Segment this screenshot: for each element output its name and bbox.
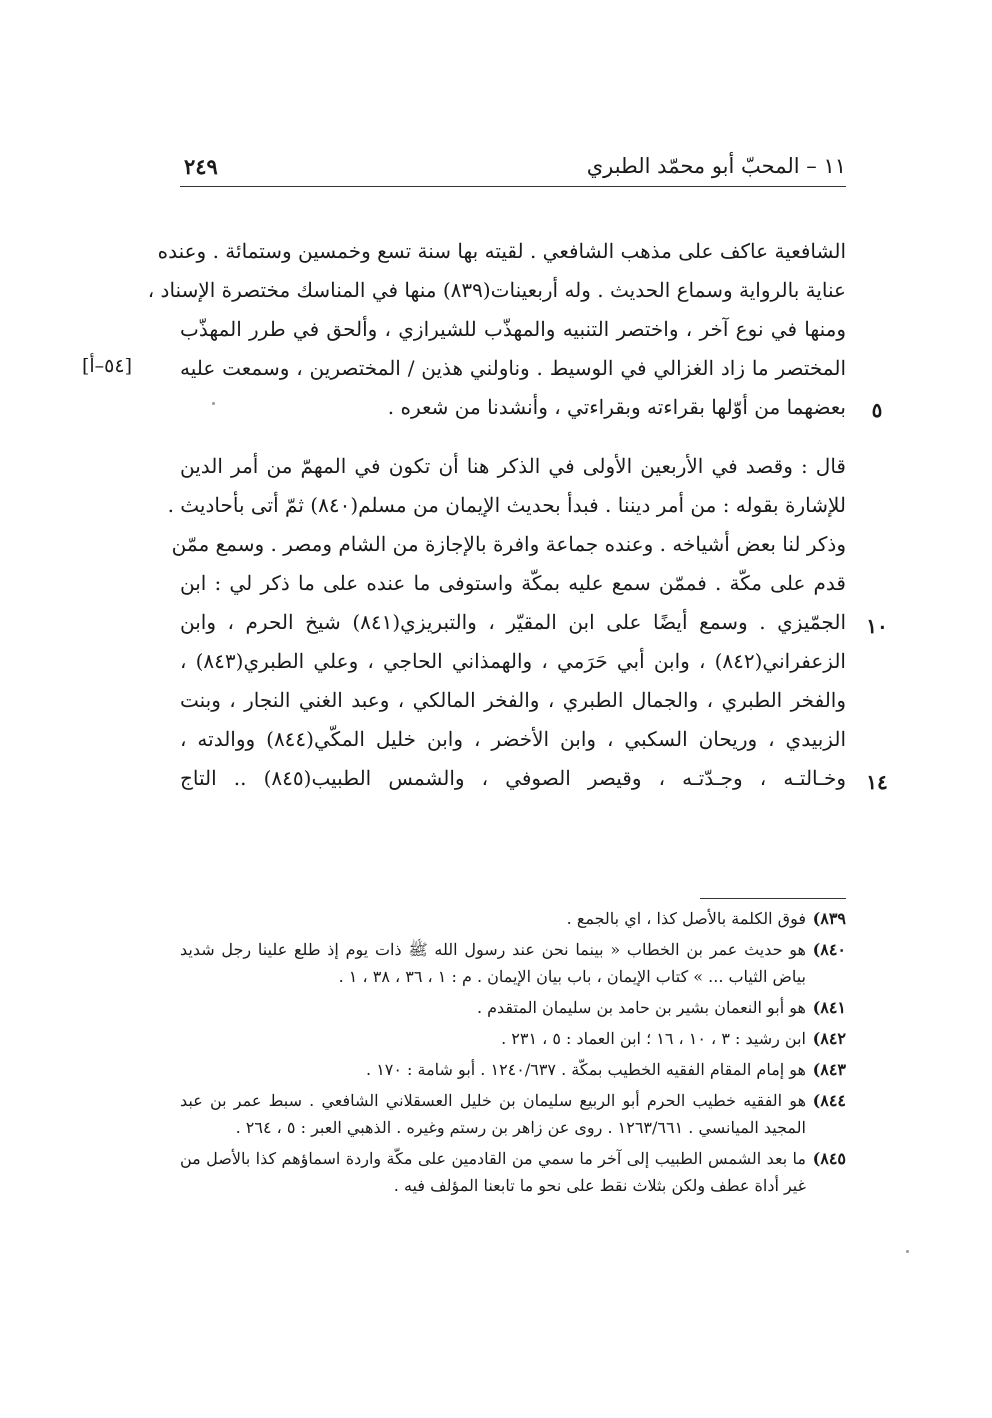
text-line: والفخر الطبري ، والجمال الطبري ، والفخر المالكي ، وعبد الغني النجار ، وبنت	[180, 688, 846, 712]
text-line: الجمّيزي . وسمع أيضًا على ابن المقيّر ، والتبريزي(٨٤١) شيخ الحرم ، وابن	[180, 610, 846, 634]
main-text	[147, 232, 847, 798]
footnote-number: ٨٤٤)	[812, 1091, 846, 1110]
text-line: قال : وقصد في الأربعين الأولى في الذكر هنا أن تكون في المهمّ من أمر الدين	[180, 454, 846, 478]
footnote	[180, 905, 846, 932]
chapter-title: ١١ – المحبّ أبو محمّد الطبري	[586, 154, 846, 178]
scan-speck	[212, 402, 215, 405]
footnote	[180, 1025, 846, 1052]
text-line: عناية بالرواية وسماع الحديث . وله أربعينات(٨٣٩) منها في المناسك مختصرة الإسناد ،	[147, 278, 846, 302]
text-line: الشافعية عاكف على مذهب الشافعي . لقيته بها سنة تسع وخمسين وستمائة . وعنده	[157, 239, 846, 263]
footnote-number: ٨٣٩)	[812, 909, 846, 928]
scan-speck	[906, 1250, 909, 1253]
line-number-14: ١٤	[866, 770, 888, 794]
text-line: وذكر لنا بعض أشياخه . وعنده جماعة وافرة بالإجازة من الشام ومصر . وسمع ممّن	[171, 532, 846, 556]
footnote	[180, 1056, 846, 1083]
footnote-number: ٨٤٠)	[812, 940, 846, 959]
footnote-rule	[700, 898, 846, 899]
footnote-text: هو حديث عمر بن الخطاب « بينما نحن عند رسول الله ﷺ ذات يوم إذ طلع علينا رجل شديد بياض الثياب ... » كتاب الإيمان ، باب بيان الإيمان . م : ١ ، ٣٦ ، ٣٨ ، ١ .	[180, 940, 806, 986]
line-number-10: ١٠	[866, 614, 888, 638]
footnote-number: ٨٤٣)	[812, 1060, 846, 1079]
footnote-text: هو الفقيه خطيب الحرم أبو الربيع سليمان بن خليل العسقلاني الشافعي . سبط عمر بن عبد المجيد الميانسي . ١٢٦٣/٦٦١ . روى عن زاهر بن رستم وغيره . الذهبي العبر : ٥ ، ٢٦٤ .	[180, 1091, 806, 1137]
line-number-5: ٥	[871, 398, 883, 422]
running-header	[180, 150, 846, 187]
footnote	[180, 994, 846, 1021]
manuscript-folio-marker: [٥٤–أ]	[81, 355, 133, 377]
text-line: بعضهما من أوّلها بقراءته وبقراءتي ، وأنشدنا من شعره .	[387, 395, 846, 419]
text-line: الزعفراني(٨٤٢) ، وابن أبي حَرَمي ، والهمذاني الحاجي ، وعلي الطبري(٨٤٣) ،	[180, 649, 846, 673]
text-line: ومنها في نوع آخر ، واختصر التنبيه والمهذّب للشيرازي ، وألحق في طرر المهذّب	[180, 317, 846, 341]
page-number: ٢٤٩	[184, 154, 218, 179]
footnote	[180, 1087, 846, 1141]
footnotes	[180, 905, 846, 1203]
footnote-text: فوق الكلمة بالأصل كذا ، اي بالجمع .	[566, 909, 806, 928]
footnote	[180, 1145, 846, 1199]
footnote-number: ٨٤٢)	[812, 1029, 846, 1048]
footnote-text: هو إمام المقام الفقيه الخطيب بمكّة . ١٢٤٠/٦٣٧ . أبو شامة : ١٧٠ .	[366, 1060, 806, 1079]
footnote-text: ما بعد الشمس الطبيب إلى آخر ما سمي من القادمين على مكّة واردة اسماؤهم كذا بالأصل من غير أداة عطف ولكن بثلاث نقط على نحو ما تابعنا المؤلف فيه .	[180, 1149, 806, 1195]
text-line: قدم على مكّة . فممّن سمع عليه بمكّة واستوفى ما عنده على ما ذكر لي : ابن	[180, 571, 846, 595]
footnote-text: هو أبو النعمان بشير بن حامد بن سليمان المتقدم .	[476, 998, 806, 1017]
footnote-number: ٨٤١)	[812, 998, 846, 1017]
text-line: وخـالتـه ، وجـدّتـه ، وقيصر الصوفي ، والشمس الطبيب(٨٤٥) .. التاج	[180, 766, 847, 790]
text-line: الزبيدي ، وريحان السكبي ، وابن الأخضر ، وابن خليل المكّي(٨٤٤) ووالدته ،	[180, 727, 846, 751]
footnote-number: ٨٤٥)	[812, 1149, 846, 1168]
text-line: المختصر ما زاد الغزالي في الوسيط . وناولني هذين / المختصرين ، وسمعت عليه	[180, 356, 846, 380]
footnote-text: ابن رشيد : ٣ ، ١٠ ، ١٦ ؛ ابن العماد : ٥ ، ٢٣١ .	[501, 1029, 806, 1048]
text-line: للإشارة بقوله : من أمر ديننا . فبدأ بحديث الإيمان من مسلم(٨٤٠) ثمّ أتى بأحاديث .	[167, 493, 846, 517]
footnote	[180, 936, 846, 990]
